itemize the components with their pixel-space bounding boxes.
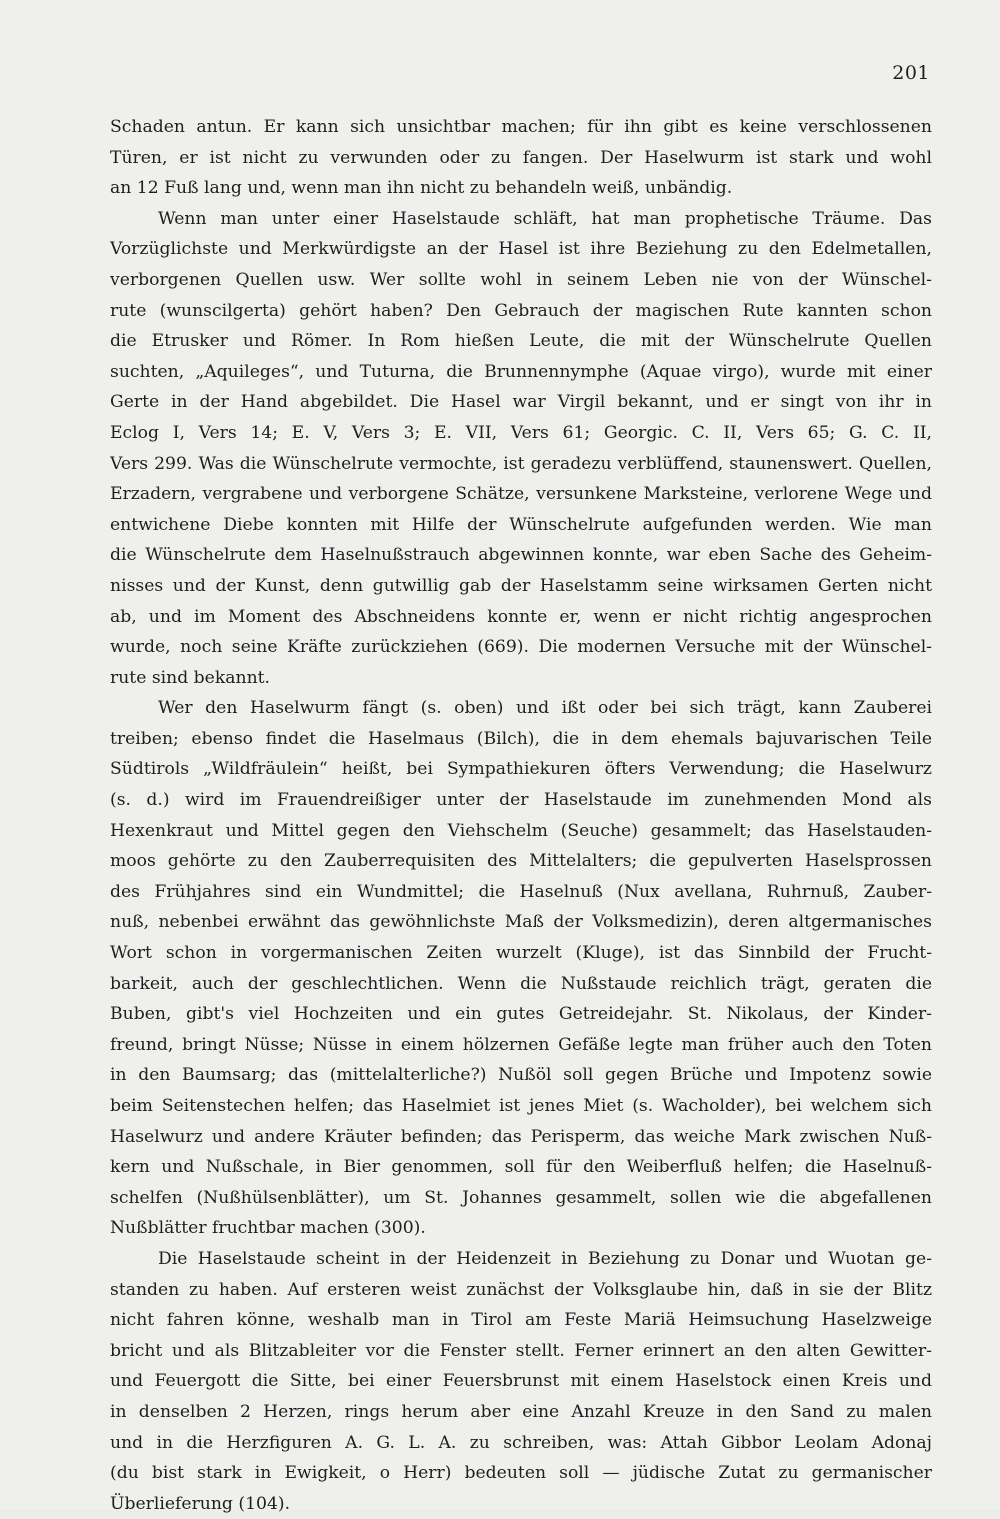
text-line: an 12 Fuß lang und, wenn man ihn nicht zu behandeln weiß, unbändig. <box>110 178 733 199</box>
text-line: rute sind bekannt. <box>110 667 271 688</box>
text-line: in den Baumsarg; das (mittelalterliche?) Nußöl soll gegen Brüche und Impotenz sowie <box>110 1065 932 1086</box>
text-line: Wenn man unter einer Haselstaude schläft, hat man prophetische Träume. Das <box>158 208 932 229</box>
text-line: kern und Nußschale, in Bier genommen, soll für den Weiberfluß helfen; die Haselnuß- <box>110 1157 932 1178</box>
text-line: Haselwurz und andere Kräuter befinden; das Perisperm, das weiche Mark zwischen Nuß- <box>110 1126 932 1147</box>
text-line: schelfen (Nußhülsenblätter), um St. Johannes gesammelt, sollen wie die abgefallenen <box>110 1187 932 1208</box>
text-line: Überlieferung (104). <box>110 1493 291 1514</box>
text-line: und Feuergott die Sitte, bei einer Feuersbrunst mit einem Haselstock einen Kreis und <box>110 1371 932 1392</box>
text-line: Vorzüglichste und Merkwürdigste an der Hasel ist ihre Beziehung zu den Edelmetallen, <box>110 239 932 260</box>
text-line: des Frühjahres sind ein Wundmittel; die Haselnuß (Nux avellana, Ruhrnuß, Zauber- <box>110 881 932 902</box>
text-line: suchten, „Aquileges“, und Tuturna, die Brunnennymphe (Aquae virgo), wurde mit einer <box>110 361 932 382</box>
text-line: Die Haselstaude scheint in der Heidenzeit in Beziehung zu Donar und Wuotan ge- <box>158 1248 932 1269</box>
body-text <box>110 112 932 1519</box>
text-line: Schaden antun. Er kann sich unsichtbar machen; für ihn gibt es keine verschlossenen <box>110 117 932 137</box>
text-line: Wort schon in vorgermanischen Zeiten wurzelt (Kluge), ist das Sinnbild der Frucht- <box>110 943 932 964</box>
text-line: in denselben 2 Herzen, rings herum aber eine Anzahl Kreuze in den Sand zu malen <box>110 1401 932 1422</box>
text-line: Buben, gibt's viel Hochzeiten und ein gutes Getreidejahr. St. Nikolaus, der Kinder- <box>110 1004 932 1025</box>
paragraph-4 <box>110 1244 932 1519</box>
paragraph-1 <box>110 112 932 204</box>
text-line: Wer den Haselwurm fängt (s. oben) und ißt oder bei sich trägt, kann Zauberei <box>158 698 932 719</box>
text-line: standen zu haben. Auf ersteren weist zunächst der Volksglaube hin, daß in sie der Blitz <box>110 1279 932 1300</box>
text-line: Nußblätter fruchtbar machen (300). <box>110 1218 426 1239</box>
text-line: Eclog I, Vers 14; E. V, Vers 3; E. VII, Vers 61; Georgic. C. II, Vers 65; G. C. II, <box>110 422 932 443</box>
text-line: nicht fahren könne, weshalb man in Tirol am Feste Mariä Heimsuchung Haselzweige <box>110 1310 932 1331</box>
text-line: nuß, nebenbei erwähnt das gewöhnlichste Maß der Volksmedizin), deren altgermanisches <box>110 912 932 933</box>
text-line: verborgenen Quellen usw. Wer sollte wohl in seinem Leben nie von der Wünschel- <box>110 269 932 290</box>
text-line: Erzadern, vergrabene und verborgene Schätze, versunkene Marksteine, verlorene Wege und <box>110 484 932 505</box>
text-line: die Etrusker und Römer. In Rom hießen Leute, die mit der Wünschelrute Quellen <box>110 331 932 352</box>
paragraph-2 <box>110 204 932 694</box>
text-line: entwichene Diebe konnten mit Hilfe der Wünschelrute aufgefunden werden. Wie man <box>110 514 932 535</box>
text-line: beim Seitenstechen helfen; das Haselmiet ist jenes Miet (s. Wacholder), bei welchem sich <box>110 1096 932 1116</box>
text-line: rute (wunscilgerta) gehört haben? Den Gebrauch der magischen Rute kannten schon <box>110 300 932 321</box>
page-number: 201 <box>892 62 930 84</box>
text-line: Gerte in der Hand abgebildet. Die Hasel war Virgil bekannt, und er singt von ihr in <box>110 392 932 413</box>
text-line: die Wünschelrute dem Haselnußstrauch abgewinnen konnte, war eben Sache des Geheim- <box>110 545 932 566</box>
text-line: treiben; ebenso findet die Haselmaus (Bilch), die in dem ehemals bajuvarischen Teile <box>110 728 932 749</box>
text-line: Südtirols „Wildfräulein“ heißt, bei Sympathiekuren öfters Verwendung; die Haselwurz <box>110 759 932 780</box>
text-line: Vers 299. Was die Wünschelrute vermochte, ist geradezu verblüffend, staunenswert. Quellen, <box>110 453 932 474</box>
text-line: barkeit, auch der geschlechtlichen. Wenn die Nußstaude reichlich trägt, geraten die <box>110 973 932 994</box>
paragraph-3 <box>110 693 932 1244</box>
text-line: (s. d.) wird im Frauendreißiger unter der Haselstaude im zunehmenden Mond als <box>110 790 932 811</box>
text-line: (du bist stark in Ewigkeit, o Herr) bedeuten soll — jüdische Zutat zu germanischer <box>110 1463 932 1484</box>
text-line: ab, und im Moment des Abschneidens konnte er, wenn er nicht richtig angesprochen <box>110 606 932 627</box>
text-line: wurde, noch seine Kräfte zurückziehen (669). Die modernen Versuche mit der Wünschel- <box>110 637 932 658</box>
text-line: freund, bringt Nüsse; Nüsse in einem hölzernen Gefäße legte man früher auch den Toten <box>110 1034 932 1055</box>
text-line: nisses und der Kunst, denn gutwillig gab der Haselstamm seine wirksamen Gerten nicht <box>110 575 932 596</box>
text-line: bricht und als Blitzableiter vor die Fenster stellt. Ferner erinnert an den alten Gewitter- <box>110 1340 932 1361</box>
text-line: moos gehörte zu den Zauberrequisiten des Mittelalters; die gepulverten Haselsprossen <box>110 851 932 872</box>
text-line: Türen, er ist nicht zu verwunden oder zu fangen. Der Haselwurm ist stark und wohl <box>110 147 932 168</box>
text-line: Hexenkraut und Mittel gegen den Viehschelm (Seuche) gesammelt; das Haselstauden- <box>110 820 932 841</box>
text-line: und in die Herzfiguren A. G. L. A. zu schreiben, was: Attah Gibbor Leolam Adonaj <box>110 1432 932 1453</box>
